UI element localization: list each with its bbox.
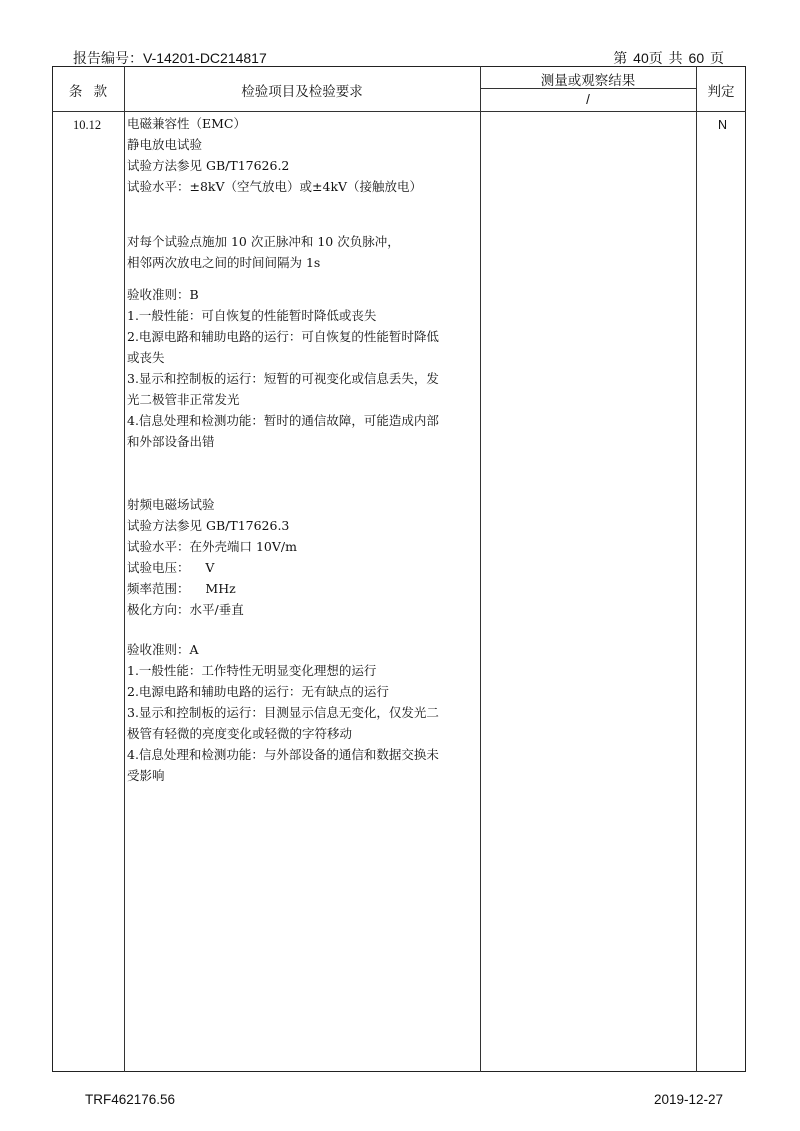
issue-date: 2019-12-27 [653,1092,723,1107]
rf-level: 试验水平：在外壳端口 10V/m [127,539,297,554]
esd-criterion-3a: 3.显示和控制板的运行：短暂的可视变化或信息丢失，发 [127,371,439,386]
rf-criterion-3b: 极管有轻微的亮度变化或轻微的字符移动 [127,726,353,741]
esd-criterion-1: 1.一般性能：可自恢复的性能暂时降低或丧失 [127,308,377,323]
rf-criterion-4b: 受影响 [127,768,165,783]
clause-number: 10.12 [73,118,102,132]
header-rule [52,111,746,112]
rf-polarization: 极化方向：水平/垂直 [127,602,244,617]
rf-test-name: 射频电磁场试验 [127,497,215,512]
verdict-value: N [718,118,728,132]
form-number: TRF462176.56 [85,1092,176,1107]
test-requirements [127,113,479,786]
rf-criterion-1: 1.一般性能：工作特性无明显变化理想的运行 [127,663,377,678]
rf-criterion: 验收准则：A [127,642,199,657]
esd-test-name: 静电放电试验 [127,137,203,152]
col-rule-2 [480,66,481,1072]
rf-voltage: 试验电压： V [127,560,215,575]
esd-criterion-2a: 2.电源电路和辅助电路的运行：可自恢复的性能暂时降低 [127,329,439,344]
emc-title: 电磁兼容性（EMC） [127,116,246,131]
header-verdict: 判定 [707,84,735,99]
rf-frequency-range: 频率范围： MHz [127,581,236,596]
col-rule-1 [124,66,125,1072]
esd-level: 试验水平：±8kV（空气放电）或±4kV（接触放电） [127,179,423,194]
rf-criterion-3a: 3.显示和控制板的运行：目测显示信息无变化，仅发光二 [127,705,439,720]
esd-pulse-line-1: 对每个试验点施加 10 次正脉冲和 10 次负脉冲， [127,234,400,249]
esd-criterion-4b: 和外部设备出错 [127,434,215,449]
rf-method: 试验方法参见 GB/T17626.3 [127,518,290,533]
header-result-sub: / [586,92,590,107]
header-result: 测量或观察结果 [540,73,636,88]
page-number: 第 40页 共 60 页 [613,50,724,66]
esd-criterion-3b: 光二极管非正常发光 [127,392,240,407]
report-number: 报告编号：V-14201-DC214817 [73,50,267,66]
header-clause: 条 款 [68,84,108,99]
esd-pulse-line-2: 相邻两次放电之间的时间间隔为 1s [127,255,321,270]
esd-criterion: 验收准则：B [127,287,199,302]
esd-criterion-4a: 4.信息处理和检测功能：暂时的通信故障，可能造成内部 [127,413,439,428]
header-item: 检验项目及检验要求 [241,84,363,99]
rf-criterion-2: 2.电源电路和辅助电路的运行：无有缺点的运行 [127,684,389,699]
esd-method: 试验方法参见 GB/T17626.2 [127,158,290,173]
esd-criterion-2b: 或丧失 [127,350,165,365]
col-rule-3 [696,66,697,1072]
rf-criterion-4a: 4.信息处理和检测功能：与外部设备的通信和数据交换未 [127,747,439,762]
